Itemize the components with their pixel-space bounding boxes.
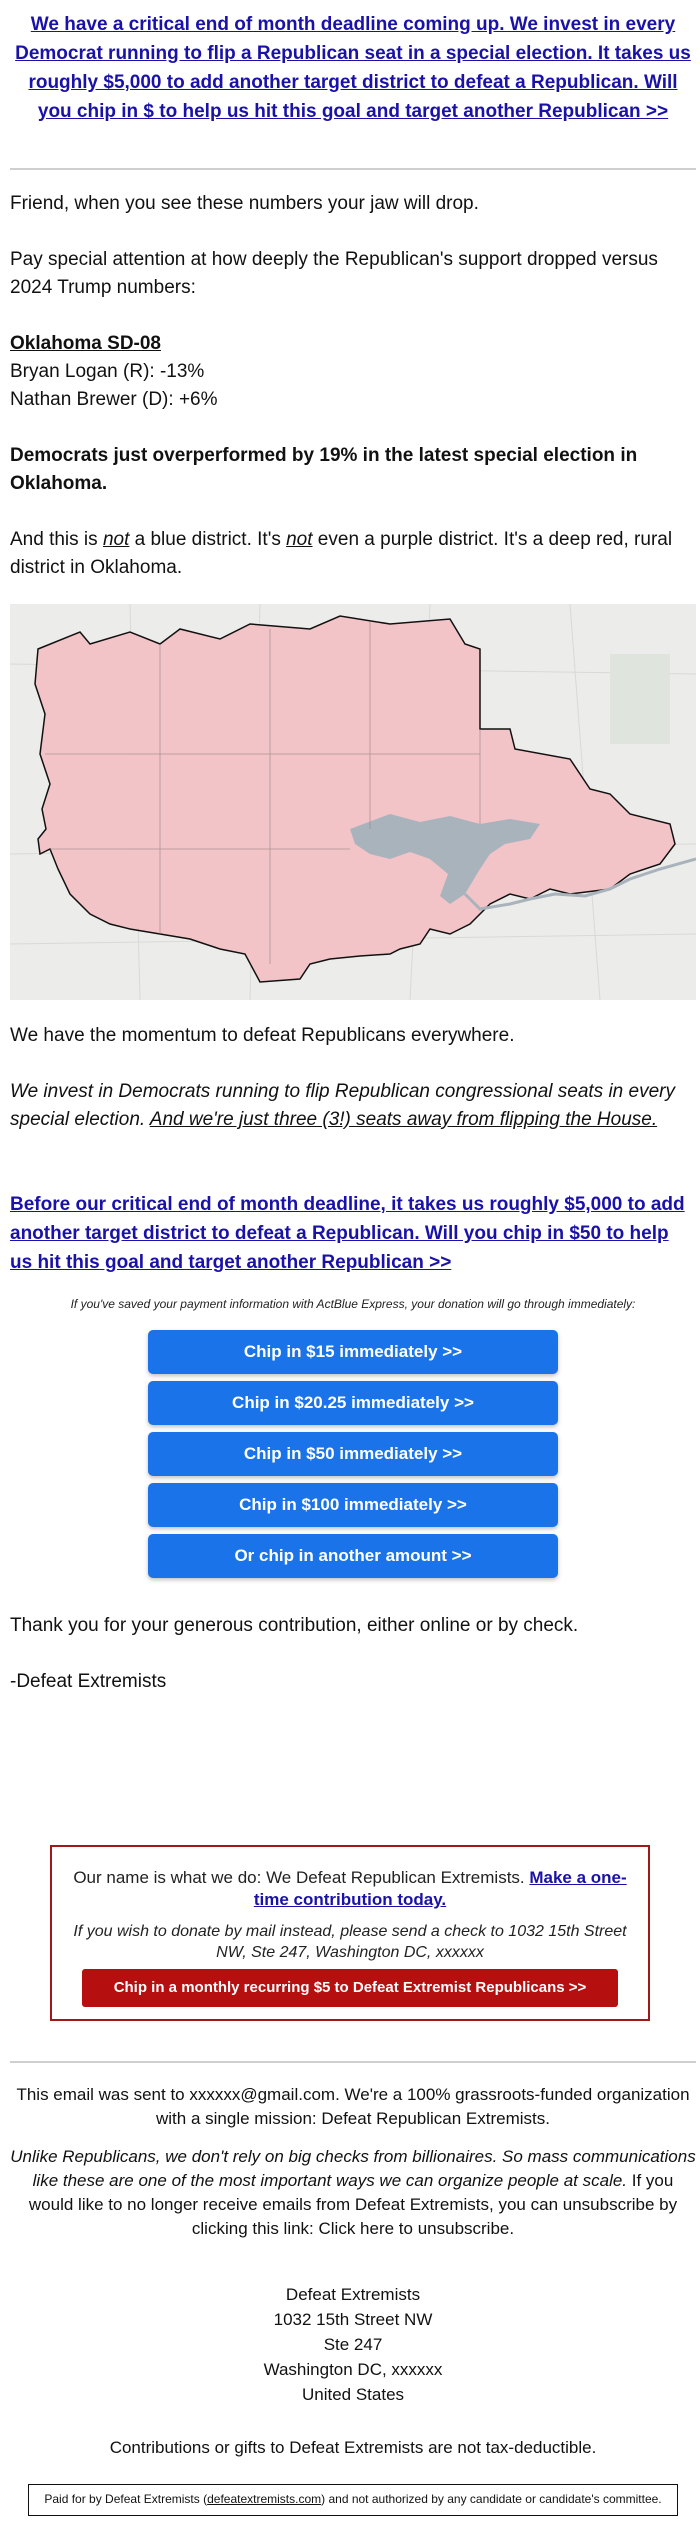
actblue-express-note: If you've saved your payment information with ActBlue Express, your donation will go through immediately: (70, 1297, 636, 1311)
not-emphasis-1: not (102, 529, 130, 550)
donate-20-25-button[interactable]: Chip in $20.25 immediately >> (148, 1381, 558, 1425)
footer-suite: Ste 247 (323, 2335, 383, 2354)
result-democrat: Nathan Brewer (D): +6% (10, 389, 218, 410)
donate-15-button[interactable]: Chip in $15 immediately >> (148, 1330, 558, 1374)
headline-donate-link[interactable]: We have a critical end of month deadline coming up. We invest in every Democrat running to flip a Republican seat in a special election. It takes us roughly $5,000 to add another target district to defeat a Republican. Will you chip in $ to help us hit this goal and target another Republican >> (15, 14, 691, 122)
footer-tax-note: Contributions or gifts to Defeat Extremists are not tax-deductible. (109, 2438, 597, 2457)
mail-donation-text: If you wish to donate by mail instead, please send a check to 1032 15th Street NW, Ste 247, Washington DC, xxxxxx (73, 1923, 627, 1961)
overperform-text: Democrats just overperformed by 19% in the latest special election in Oklahoma. (10, 445, 638, 494)
donate-50-button[interactable]: Chip in $50 immediately >> (148, 1432, 558, 1476)
district-mid: a blue district. It's (129, 529, 287, 550)
district-title: Oklahoma SD-08 (10, 333, 161, 354)
footer-country: United States (301, 2385, 405, 2404)
attention-text: Pay special attention at how deeply the Republican's support dropped versus 2024 Trump numbers: (10, 249, 658, 298)
footer-street: 1032 15th Street NW (273, 2310, 433, 2329)
thanks-text: Thank you for your generous contribution, either online or by check. (10, 1615, 579, 1636)
footer-sent-to: This email was sent to xxxxxx@gmail.com. We're a 100% grassroots-funded organization with a single mission: Defeat Republican Extremists. (16, 2085, 690, 2128)
paid-post: ) and not authorized by any candidate or candidate's committee. (321, 2492, 662, 2506)
signoff-text: -Defeat Extremists (10, 1671, 167, 1692)
district-map (10, 604, 696, 1000)
one-time-contribution-box (50, 1845, 650, 2021)
divider-top (10, 168, 696, 170)
momentum-text: We have the momentum to defeat Republicans everywhere. (10, 1025, 515, 1046)
cta-donate-link[interactable]: Before our critical end of month deadline, it takes us roughly $5,000 to add another target district to defeat a Republican. Will you chip in $50 to help us hit this goal and target another Republican >> (10, 1194, 685, 1273)
not-emphasis-2: not (286, 529, 313, 550)
donate-other-amount-button[interactable]: Or chip in another amount >> (148, 1534, 558, 1578)
paid-pre: Paid for by Defeat Extremists ( (44, 2492, 208, 2506)
monthly-recurring-button[interactable]: Chip in a monthly recurring $5 to Defeat Extremist Republicans >> (82, 1969, 618, 2007)
website-link[interactable]: defeatextremists.com (207, 2492, 322, 2506)
footer-org-name: Defeat Extremists (285, 2285, 421, 2304)
invest-plain: We invest in Democrats running to flip Republican congressional seats in every special election. (10, 1081, 675, 1130)
divider-footer (10, 2061, 696, 2063)
district-description (10, 526, 696, 582)
footer-city: Washington DC, xxxxxx (263, 2360, 443, 2379)
footer-unlike-italic: Unlike Republicans, we don't rely on big checks from billionaires. So mass communications like these are one of the most important ways we can organize people at scale. (10, 2147, 696, 2190)
cta-paragraph (10, 1190, 696, 1277)
invest-underline: And we're just three (3!) seats away from flipping the House. (149, 1109, 658, 1130)
map-park-area (610, 654, 670, 744)
footer-unsubscribe-text[interactable]: If you would like to no longer receive emails from Defeat Extremists, you can unsubscribe by clicking this link: Click here to unsubscribe. (28, 2171, 678, 2238)
result-republican: Bryan Logan (R): -13% (10, 361, 205, 382)
box-intro (72, 1867, 628, 1911)
footer-unsubscribe-paragraph (10, 2145, 696, 2241)
invest-text (10, 1078, 696, 1134)
district-pre: And this is (10, 529, 103, 550)
greeting-text: Friend, when you see these numbers your jaw will drop. (10, 193, 479, 214)
donate-100-button[interactable]: Chip in $100 immediately >> (148, 1483, 558, 1527)
headline (10, 10, 696, 126)
paid-for-disclaimer (28, 2484, 678, 2516)
one-time-contribution-link[interactable]: Make a one-time contribution today. (253, 1868, 627, 1909)
box-intro-text: Our name is what we do: We Defeat Republican Extremists. (73, 1868, 530, 1887)
district-post: even a purple district. It's a deep red, rural district in Oklahoma. (10, 529, 673, 578)
